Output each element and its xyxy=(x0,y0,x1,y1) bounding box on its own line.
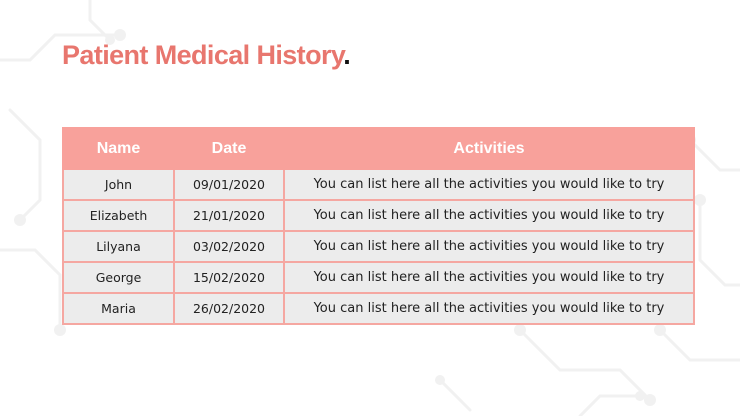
table-row xyxy=(63,200,694,231)
table-body xyxy=(63,169,694,324)
medical-history-table xyxy=(62,127,695,325)
cell-date: 26/02/2020 xyxy=(174,293,284,324)
page-title-text: Patient Medical History xyxy=(62,40,344,70)
page-title xyxy=(62,40,350,71)
table-row xyxy=(63,231,694,262)
cell-activity: You can list here all the activities you would like to try xyxy=(284,231,694,262)
table-row xyxy=(63,293,694,324)
cell-activity: You can list here all the activities you would like to try xyxy=(284,293,694,324)
table-header-row xyxy=(63,128,694,169)
cell-date: 03/02/2020 xyxy=(174,231,284,262)
header-name: Name xyxy=(63,128,174,169)
page-title-period: . xyxy=(343,40,351,70)
cell-name: Lilyana xyxy=(63,231,174,262)
cell-name: Elizabeth xyxy=(63,200,174,231)
cell-activity: You can list here all the activities you would like to try xyxy=(284,169,694,200)
cell-date: 15/02/2020 xyxy=(174,262,284,293)
cell-name: Maria xyxy=(63,293,174,324)
header-date: Date xyxy=(174,128,284,169)
medical-history-table-container xyxy=(62,127,693,325)
table-row xyxy=(63,169,694,200)
cell-name: John xyxy=(63,169,174,200)
cell-date: 21/01/2020 xyxy=(174,200,284,231)
cell-date: 09/01/2020 xyxy=(174,169,284,200)
cell-name: George xyxy=(63,262,174,293)
cell-activity: You can list here all the activities you would like to try xyxy=(284,262,694,293)
cell-activity: You can list here all the activities you would like to try xyxy=(284,200,694,231)
table-row xyxy=(63,262,694,293)
table-header xyxy=(63,128,694,169)
header-activities: Activities xyxy=(284,128,694,169)
